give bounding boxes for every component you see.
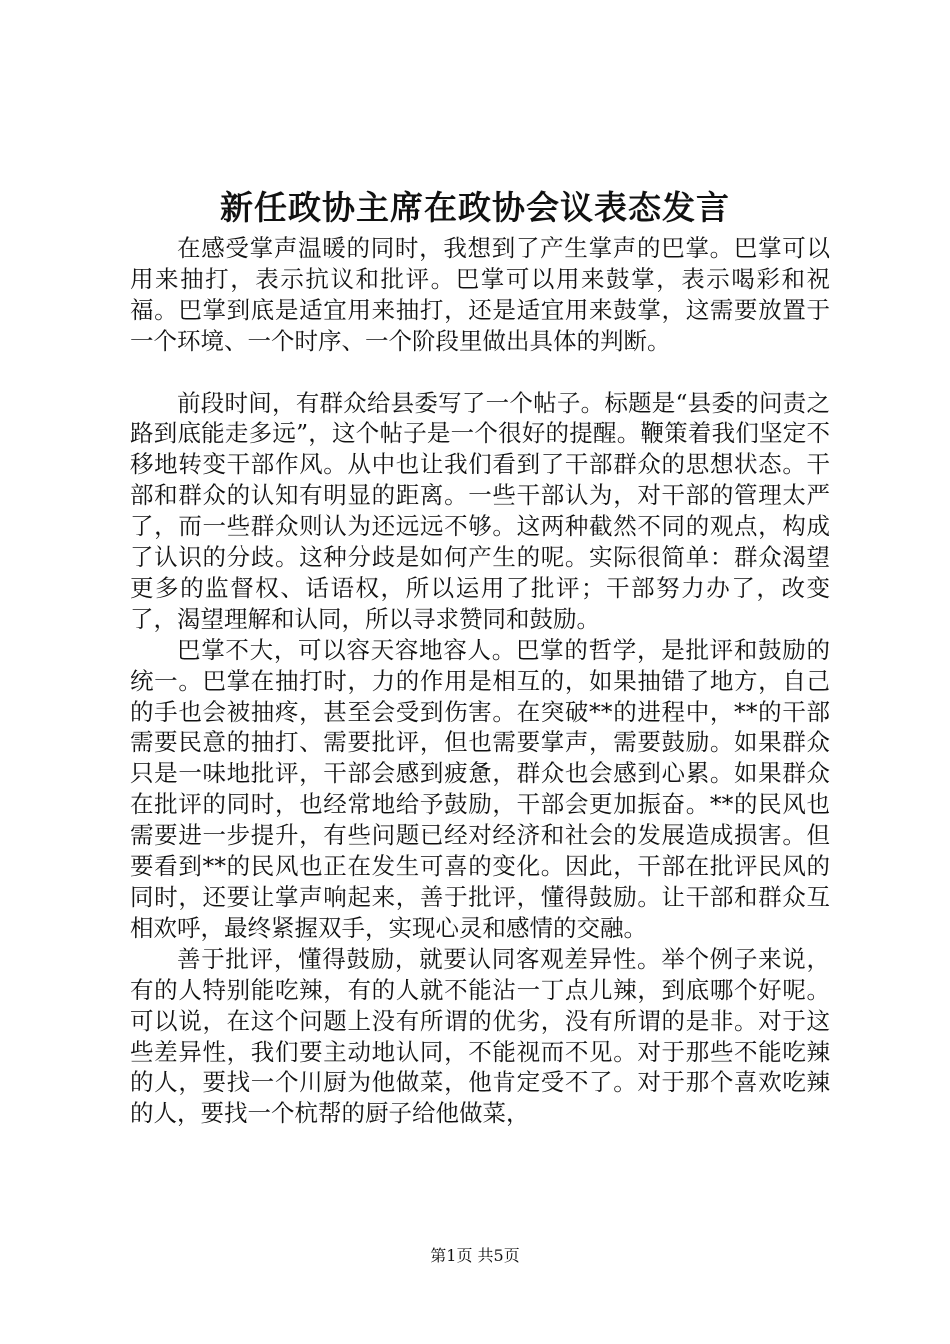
document-title: 新任政协主席在政协会议表态发言 bbox=[220, 188, 730, 227]
paragraph-4: 善于批评，懂得鼓励，就要认同客观差异性。举个例子来说，有的人特别能吃辣，有的人就不能沾一丁点儿辣，到底哪个好呢。可以说，在这个问题上没有所谓的优劣，没有所谓的是非。对于这些差异性，我们要主动地认同，不能视而不见。对于那些不能吃辣的人，要找一个川厨为他做菜，他肯定受不了。对于那个喜欢吃辣的人，要找一个杭帮的厨子给他做菜， bbox=[130, 944, 830, 1128]
paragraph-3: 巴掌不大，可以容天容地容人。巴掌的哲学，是批评和鼓励的统一。巴掌在抽打时，力的作用是相互的，如果抽错了地方，自己的手也会被抽疼，甚至会受到伤害。在突破**的进程中，**的干部需要民意的抽打、需要批评，但也需要掌声，需要鼓励。如果群众只是一味地批评，干部会感到疲惫，群众也会感到心累。如果群众在批评的同时，也经常地给予鼓励，干部会更加振奋。**的民风也需要进一步提升，有些问题已经对经济和社会的发展造成损害。但要看到**的民风也正在发生可喜的变化。因此，干部在批评民风的同时，还要让掌声响起来，善于批评，懂得鼓励。让干部和群众互相欢呼，最终紧握双手，实现心灵和感情的交融。 bbox=[130, 635, 830, 942]
page-footer: 第1页 共5页 bbox=[430, 1246, 520, 1265]
paragraph-2: 前段时间，有群众给县委写了一个帖子。标题是“县委的问责之路到底能走多远”，这个帖子是一个很好的提醒。鞭策着我们坚定不移地转变干部作风。从中也让我们看到了干部群众的思想状态。干部和群众的认知有明显的距离。一些干部认为，对干部的管理太严了，而一些群众则认为还远远不够。这两种截然不同的观点，构成了认识的分歧。这种分歧是如何产生的呢。实际很简单：群众渴望更多的监督权、话语权，所以运用了批评；干部努力办了，改变了，渴望理解和认同，所以寻求赞同和鼓励。 bbox=[130, 388, 830, 633]
paragraph-1: 在感受掌声温暖的同时，我想到了产生掌声的巴掌。巴掌可以用来抽打，表示抗议和批评。巴掌可以用来鼓掌，表示喝彩和祝福。巴掌到底是适宜用来抽打，还是适宜用来鼓掌，这需要放置于一个环境、一个时序、一个阶段里做出具体的判断。 bbox=[130, 234, 830, 355]
document-body bbox=[130, 233, 830, 1129]
